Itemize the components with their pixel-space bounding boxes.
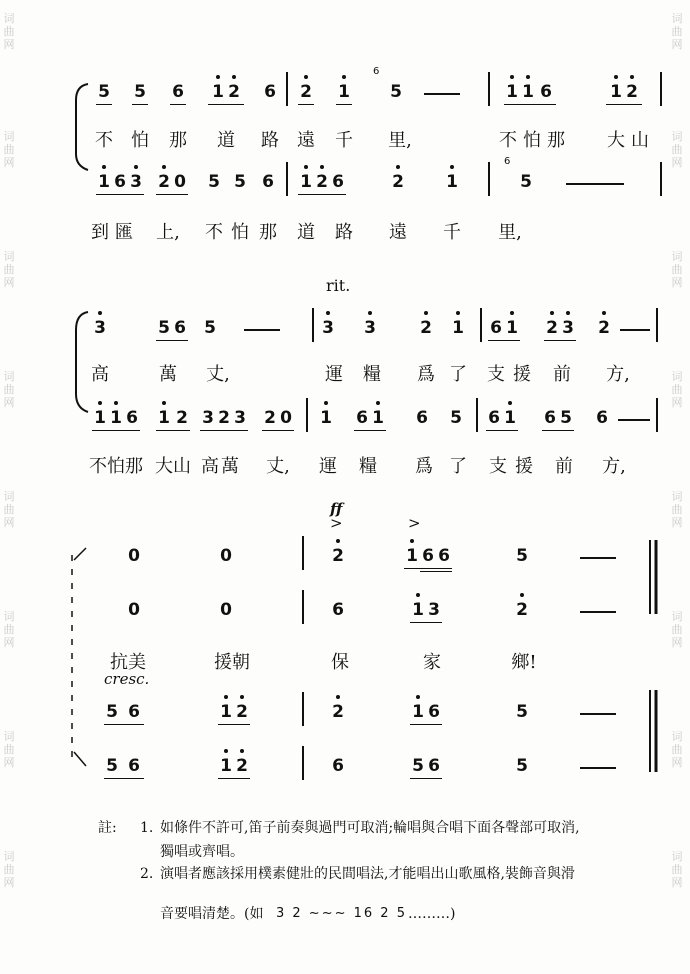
rit-mark: rit.: [326, 276, 351, 295]
system2-voice2-lyrics: 不 怕 那 大 山 高 萬 丈, 運 糧 爲 了 支 援 前 方,: [89, 456, 626, 477]
system3-lyrics: 抗美 援朝 保 家 鄉!: [110, 652, 537, 673]
system3-staff4-notes: 5 6 1 2 6 5 6 5: [0, 752, 690, 782]
system3-staff2-notes: 0 0 6 1 3 2: [0, 596, 690, 626]
note2-ornament-example: 3 2 ~~~ 16 2 5: [276, 906, 407, 921]
note2-line2: 音要唱清楚。(如: [160, 906, 264, 922]
notes-label: 註:: [98, 820, 117, 836]
system2-voice1-notes: 3 5 6 5 3 3 2 1 6 1 2 3 2: [0, 314, 690, 344]
system3-staff1-notes: 0 0 2 1 6 6 5: [0, 542, 690, 572]
note2-number: 2.: [140, 866, 154, 882]
ff-dynamic: ff: [330, 500, 343, 518]
system2-voice2-notes: 1 1 6 1 2 3 2 3 2 0 1 6 1 6 5 6 1 6 5 6: [0, 404, 690, 434]
note2-end: ………): [408, 906, 456, 922]
note1-line2: 獨唱或齊唱。: [160, 844, 244, 860]
system1-voice1-lyrics: 不 怕 那 道 路 遠 千 里, 不 怕 那 大 山: [95, 130, 649, 151]
accent-mark: >: [330, 514, 343, 532]
cresc-mark: cresc.: [104, 670, 150, 688]
note2-line1: 演唱者應該採用樸素健壯的民間唱法,才能唱出山歌風格,裝飾音與滑: [160, 866, 575, 882]
accent-mark-2: >: [408, 514, 421, 532]
system1-voice2-notes: 1 6 3 2 0 5 5 6 1 2 6 2 1 6 5: [0, 168, 690, 198]
system1-voice2-lyrics: 到 匯 上, 不 怕 那 道 路 遠 千 里,: [91, 222, 522, 243]
system1-voice1-notes: 5 5 6 1 2 6 2 1 6 5 1 1 6 1 2: [0, 78, 690, 108]
note1-number: 1.: [140, 820, 154, 836]
watermark-left: 词曲网 词曲网 词曲网 词曲网 词曲网 词曲网 词曲网 词曲网: [3, 12, 15, 889]
note1-line1: 如條件不許可,笛子前奏與過門可取消;輪唱與合唱下面各聲部可取消,: [160, 820, 580, 836]
system2-voice1-lyrics: 高 萬 丈, 運 糧 爲 了 支 援 前 方,: [91, 364, 630, 385]
system3-staff3-notes: 5 6 1 2 2 1 6 5: [0, 698, 690, 728]
watermark-right: 词曲网 词曲网 词曲网 词曲网 词曲网 词曲网 词曲网 词曲网: [671, 12, 683, 889]
